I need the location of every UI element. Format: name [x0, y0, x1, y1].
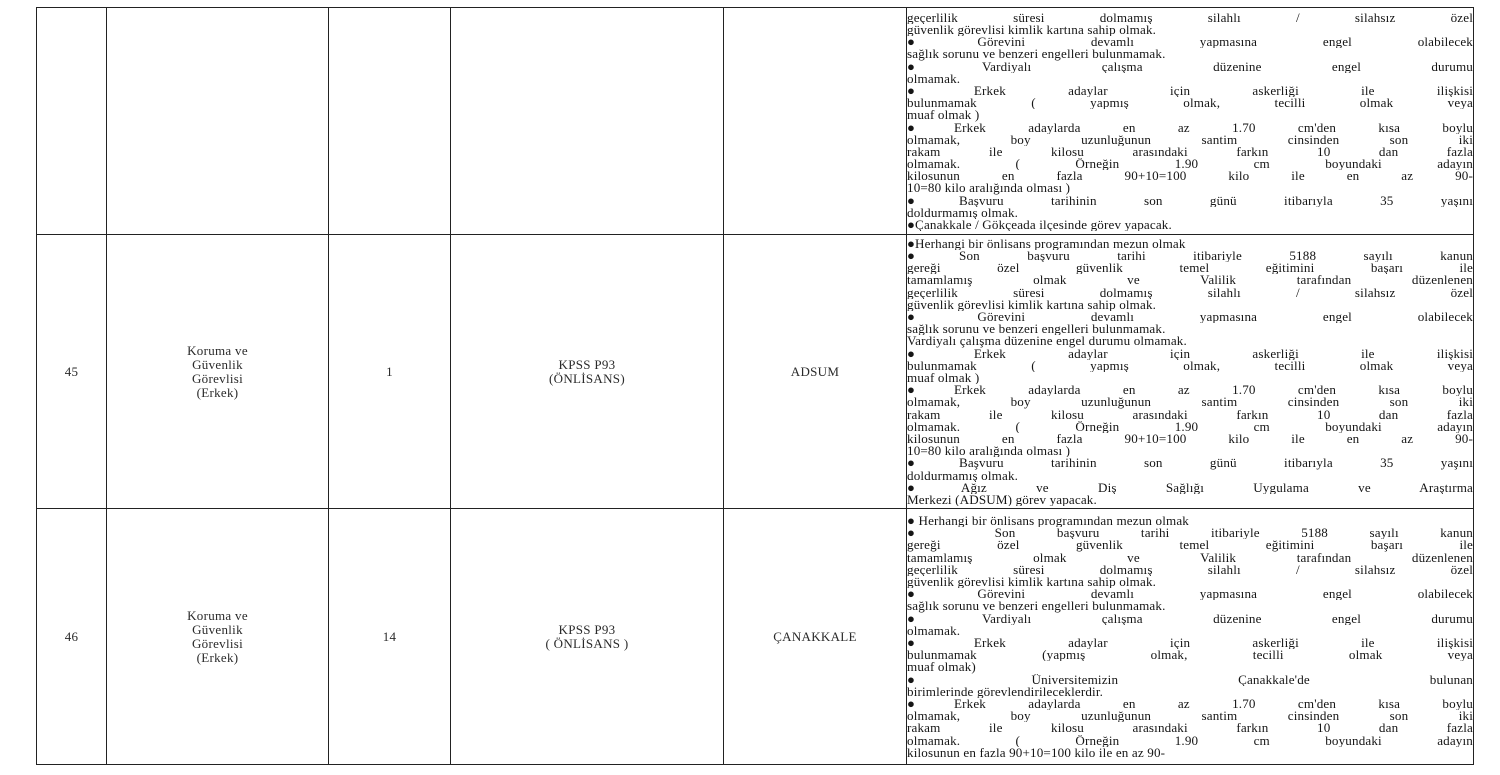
- kpss-type-line: KPSS P93: [558, 356, 616, 372]
- position-title: [107, 609, 328, 665]
- requirement-line: ●Erkek adaylar için askerliği ile ilişkisi: [907, 637, 1473, 650]
- position-title: [107, 344, 328, 400]
- position-title-cell: [107, 509, 329, 765]
- position-count-cell: [329, 8, 451, 235]
- requirement-line: ●Görevini devamlı yapmasına engel olabilecek: [907, 36, 1473, 49]
- requirement-line: bulunmamak ( yapmış olmak, tecilli olmak veya: [907, 97, 1473, 110]
- row-number: 46: [64, 628, 79, 644]
- requirement-line: muaf olmak): [907, 661, 976, 674]
- row-number-cell: [37, 235, 107, 509]
- position-count-cell: [329, 509, 451, 765]
- table-row: [37, 8, 1474, 235]
- kpss-cell: [451, 8, 724, 235]
- requirement-line: bulunmamak (yapmış olmak, tecilli olmak veya: [907, 649, 1473, 662]
- position-title-cell: [107, 235, 329, 509]
- kpss-type-line: ( ÖNLİSANS ): [545, 635, 629, 651]
- requirement-line: sağlık sorunu ve benzeri engelleri bulunmamak.: [907, 48, 1166, 61]
- requirement-line: ●Erkek adaylar için askerliği ile ilişkisi: [907, 84, 1473, 98]
- position-count-cell: [329, 235, 451, 509]
- requirement-line: geçerlilik süresi dolmamış silahlı / silahsız özel: [907, 286, 1473, 299]
- requirement-line: kilosunun en fazla 90+10=100 kilo ile en az 90-: [907, 746, 1166, 759]
- location-cell: [724, 509, 907, 765]
- requirement-line: ●Vardiyalı çalışma düzenine engel durumu: [907, 60, 1473, 73]
- requirement-line: muaf olmak ): [907, 109, 980, 122]
- requirement-line: doldurmamış olmak.: [907, 206, 1019, 220]
- requirement-line: sağlık sorunu ve benzeri engelleri bulunmamak.: [907, 600, 1166, 613]
- requirement-line: ● Herhangi bir önlisans programından mezun olmak: [907, 515, 1190, 528]
- job-listing-table: [36, 7, 1474, 765]
- requirement-line: olmamak. ( Örneğin 1.90 cm boyundaki adayın: [907, 158, 1473, 171]
- requirement-line: ●Görevini devamlı yapmasına engel olabilecek: [907, 311, 1473, 324]
- requirement-line: güvenlik görevlisi kimlik kartına sahip olmak.: [907, 298, 1157, 312]
- kpss-cell: [451, 235, 724, 509]
- requirement-line: ●Vardiyalı çalışma düzenine engel durumu: [907, 612, 1473, 625]
- position-count: 1: [386, 363, 393, 379]
- requirement-line: bulunmamak ( yapmış olmak, tecilli olmak veya: [907, 359, 1473, 372]
- requirement-line: ●Son başvuru tarihi itibariyle 5188 sayılı kanun: [907, 250, 1473, 263]
- location-cell: [724, 235, 907, 509]
- requirement-line: olmamak, boy uzunluğunun santim cinsinden son iki: [907, 396, 1473, 409]
- table-body: [37, 8, 1474, 765]
- kpss-type: [451, 623, 723, 651]
- requirement-line: ●Görevini devamlı yapmasına engel olabilecek: [907, 588, 1473, 601]
- requirement-line: ●Erkek adaylarda en az 1.70 cm'den kısa boylu: [907, 121, 1473, 134]
- requirement-line: doldurmamış olmak.: [907, 469, 1019, 482]
- requirement-line: 10=80 kilo aralığında olması ): [907, 182, 1071, 195]
- requirement-line: 10=80 kilo aralığında olması ): [907, 445, 1071, 458]
- requirement-line: tamamlamış olmak ve Valilik tarafından düzenlenen: [907, 551, 1473, 564]
- position-count: 14: [382, 628, 397, 644]
- requirement-line: güvenlik görevlisi kimlik kartına sahip olmak.: [907, 576, 1157, 589]
- location: ADSUM: [790, 363, 840, 379]
- requirement-line: ●Çanakkale / Gökçeada ilçesinde görev yapacak.: [907, 219, 1172, 232]
- requirements-text: [907, 11, 1473, 231]
- kpss-type-line: (ÖNLİSANS): [549, 370, 625, 386]
- requirement-line: ●Ağız ve Diş Sağlığı Uygulama ve Araştırma: [907, 481, 1473, 494]
- requirement-line: tamamlamış olmak ve Valilik tarafından düzenlenen: [907, 274, 1473, 287]
- requirements-cell: [907, 509, 1474, 765]
- location-cell: [724, 8, 907, 235]
- requirement-line: ●Erkek adaylarda en az 1.70 cm'den kısa boylu: [907, 697, 1473, 711]
- requirement-line: ● Son başvuru tarihi itibariyle 5188 sayılı kanun: [907, 527, 1473, 540]
- requirement-line: geçerlilik süresi dolmamış silahlı / silahsız özel: [907, 563, 1473, 577]
- requirement-line: Vardiyalı çalışma düzenine engel durumu olmamak.: [907, 335, 1187, 348]
- requirement-line: olmamak. ( Örneğin 1.90 cm boyundaki adayın: [907, 420, 1473, 433]
- requirement-line: ●Üniversitemizin Çanakkale'de bulunan: [907, 673, 1473, 686]
- requirement-line: güvenlik görevlisi kimlik kartına sahip olmak.: [907, 23, 1157, 37]
- requirement-line: birimlerinde görevlendirileceklerdir.: [907, 685, 1104, 698]
- row-number-cell: [37, 8, 107, 235]
- position-title-line: Güvenlik: [192, 356, 243, 372]
- requirement-line: geçerlilik süresi dolmamış silahlı / silahsız özel: [907, 11, 1473, 24]
- row-number-cell: [37, 509, 107, 765]
- requirement-line: olmamak.: [907, 72, 961, 85]
- position-title-line: Koruma ve: [187, 607, 248, 623]
- requirement-line: gereği özel güvenlik temel eğitimini başarı ile: [907, 539, 1473, 552]
- table-row: [37, 509, 1474, 765]
- position-title-line: Görevlisi: [191, 370, 244, 386]
- requirements-text: [907, 237, 1473, 506]
- requirement-line: gereği özel güvenlik temel eğitimini başarı ile: [907, 262, 1473, 275]
- position-title-line: Koruma ve: [187, 342, 248, 358]
- table-row: [37, 235, 1474, 509]
- requirement-line: olmamak. ( Örneğin 1.90 cm boyundaki adayın: [907, 734, 1473, 747]
- requirement-line: olmamak.: [907, 624, 961, 637]
- requirement-line: rakam ile kilosu arasındaki farkın 10 dan fazla: [907, 722, 1473, 735]
- requirement-line: kilosunun en fazla 90+10=100 kilo ile en az 90-: [907, 170, 1473, 183]
- position-title-line: (Erkek): [196, 384, 239, 400]
- requirement-line: ●Başvuru tarihinin son günü itibarıyla 35 yaşını: [907, 457, 1473, 470]
- requirement-line: olmamak, boy uzunluğunun santim cinsinden son iki: [907, 710, 1473, 723]
- kpss-type: [451, 358, 723, 386]
- requirement-line: ●Erkek adaylarda en az 1.70 cm'den kısa boylu: [907, 384, 1473, 397]
- requirement-line: sağlık sorunu ve benzeri engelleri bulunmamak.: [907, 323, 1166, 336]
- requirement-line: rakam ile kilosu arasındaki farkın 10 dan fazla: [907, 408, 1473, 421]
- requirement-line: Merkezi (ADSUM) görev yapacak.: [907, 493, 1097, 507]
- requirements-text: [907, 514, 1473, 759]
- requirement-line: ●Herhangi bir önlisans programından mezun olmak: [907, 237, 1186, 251]
- position-title-line: Görevlisi: [191, 635, 244, 651]
- position-title-line: Güvenlik: [192, 621, 243, 637]
- position-title-cell: [107, 8, 329, 235]
- requirement-line: kilosunun en fazla 90+10=100 kilo ile en az 90-: [907, 432, 1473, 446]
- row-number: 45: [64, 363, 79, 379]
- requirement-line: olmamak, boy uzunluğunun santim cinsinden son iki: [907, 133, 1473, 146]
- requirements-cell: [907, 8, 1474, 235]
- requirement-line: muaf olmak ): [907, 372, 980, 385]
- requirements-cell: [907, 235, 1474, 509]
- kpss-cell: [451, 509, 724, 765]
- kpss-type-line: KPSS P93: [558, 621, 616, 637]
- requirement-line: rakam ile kilosu arasındaki farkın 10 dan fazla: [907, 145, 1473, 159]
- location: ÇANAKKALE: [773, 628, 857, 644]
- requirement-line: ●Erkek adaylar için askerliği ile ilişkisi: [907, 347, 1473, 360]
- requirement-line: ●Başvuru tarihinin son günü itibarıyla 35 yaşını: [907, 194, 1473, 207]
- position-title-line: (Erkek): [196, 649, 239, 665]
